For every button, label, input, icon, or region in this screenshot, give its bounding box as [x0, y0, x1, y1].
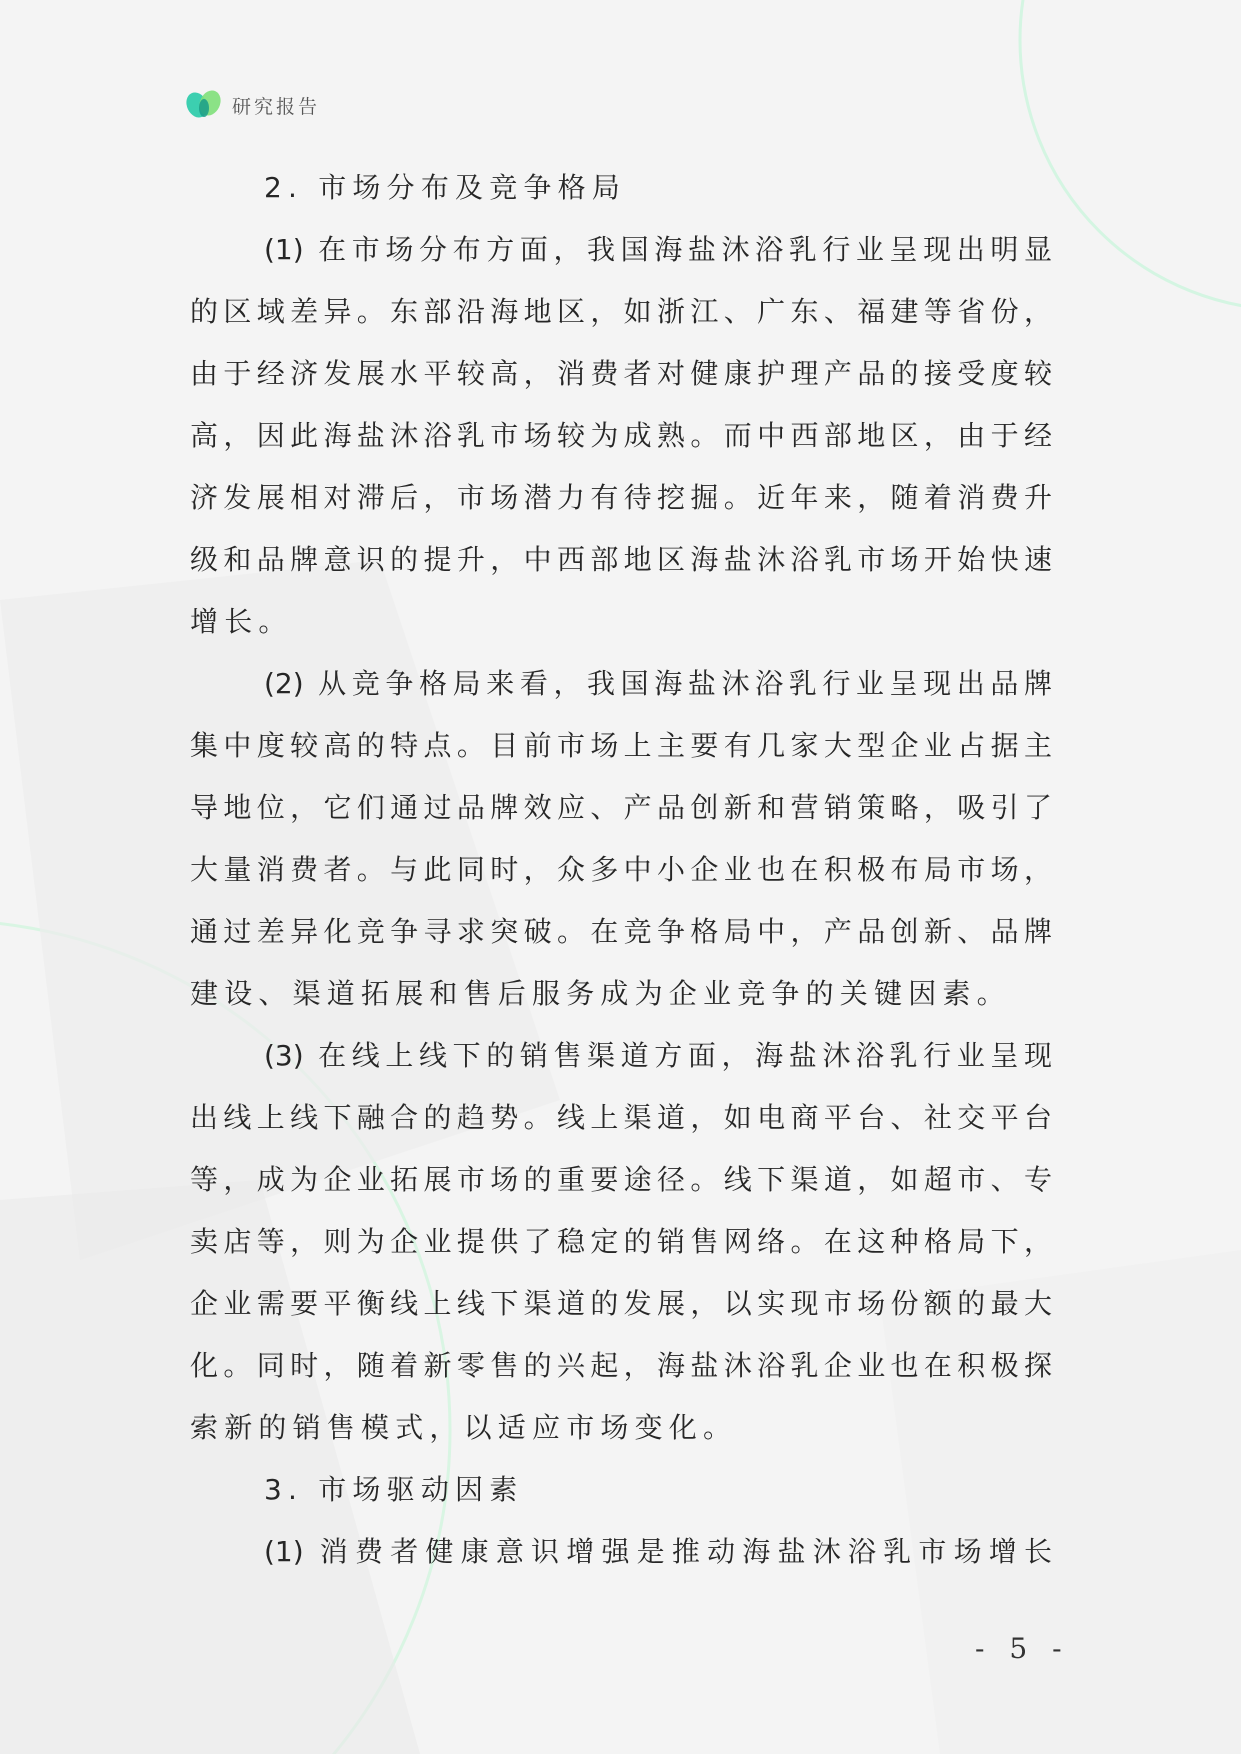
- paragraph-line: (3) 在线上线下的销售渠道方面，海盐沐浴乳行业呈现: [264, 1039, 1052, 1072]
- paragraph-line: 大量消费者。与此同时，众多中小企业也在积极布局市场，: [190, 853, 1052, 886]
- paragraph-line: 出线上线下融合的趋势。线上渠道，如电商平台、社交平台: [190, 1101, 1052, 1134]
- page-number: - 5 -: [975, 1632, 1070, 1665]
- paragraph-line: 通过差异化竞争寻求突破。在竞争格局中，产品创新、品牌: [190, 915, 1052, 948]
- paragraph-line: 济发展相对滞后，市场潜力有待挖掘。近年来，随着消费升: [190, 481, 1052, 514]
- paragraph-line: (2) 从竞争格局来看，我国海盐沐浴乳行业呈现出品牌: [264, 667, 1052, 700]
- paragraph-line: 集中度较高的特点。目前市场上主要有几家大型企业占据主: [190, 729, 1052, 762]
- paragraph-line: 索新的销售模式，以适应市场变化。: [190, 1411, 738, 1444]
- paragraph-line: 建设、渠道拓展和售后服务成为企业竞争的关键因素。: [190, 977, 1011, 1010]
- paragraph-line: 级和品牌意识的提升，中西部地区海盐沐浴乳市场开始快速: [190, 543, 1052, 576]
- paragraph-line: 高，因此海盐沐浴乳市场较为成熟。而中西部地区，由于经: [190, 419, 1052, 452]
- section-heading: 2. 市场分布及竞争格局: [264, 171, 627, 204]
- report-body: [190, 157, 1052, 1583]
- paragraph-line: 企业需要平衡线上线下渠道的发展，以实现市场份额的最大: [190, 1287, 1052, 1320]
- paragraph-line: 化。同时，随着新零售的兴起，海盐沐浴乳企业也在积极探: [190, 1349, 1052, 1382]
- paragraph-line: 导地位，它们通过品牌效应、产品创新和营销策略，吸引了: [190, 791, 1052, 824]
- paragraph-line: (1) 消费者健康意识增强是推动海盐沐浴乳市场增长: [264, 1535, 1052, 1568]
- paragraph-line: 的区域差异。东部沿海地区，如浙江、广东、福建等省份，: [190, 295, 1052, 328]
- paragraph-line: 等，成为企业拓展市场的重要途径。线下渠道，如超市、专: [190, 1163, 1052, 1196]
- paragraph-line: 增长。: [190, 605, 293, 638]
- paragraph-line: 由于经济发展水平较高，消费者对健康护理产品的接受度较: [190, 357, 1052, 390]
- page-header: [186, 88, 320, 122]
- paragraph-line: (1) 在市场分布方面，我国海盐沐浴乳行业呈现出明显: [264, 233, 1052, 266]
- leaf-logo-icon: [186, 88, 222, 122]
- paragraph-line: 卖店等，则为企业提供了稳定的销售网络。在这种格局下，: [190, 1225, 1052, 1258]
- section-heading: 3. 市场驱动因素: [264, 1473, 524, 1506]
- header-title: 研究报告: [232, 95, 321, 118]
